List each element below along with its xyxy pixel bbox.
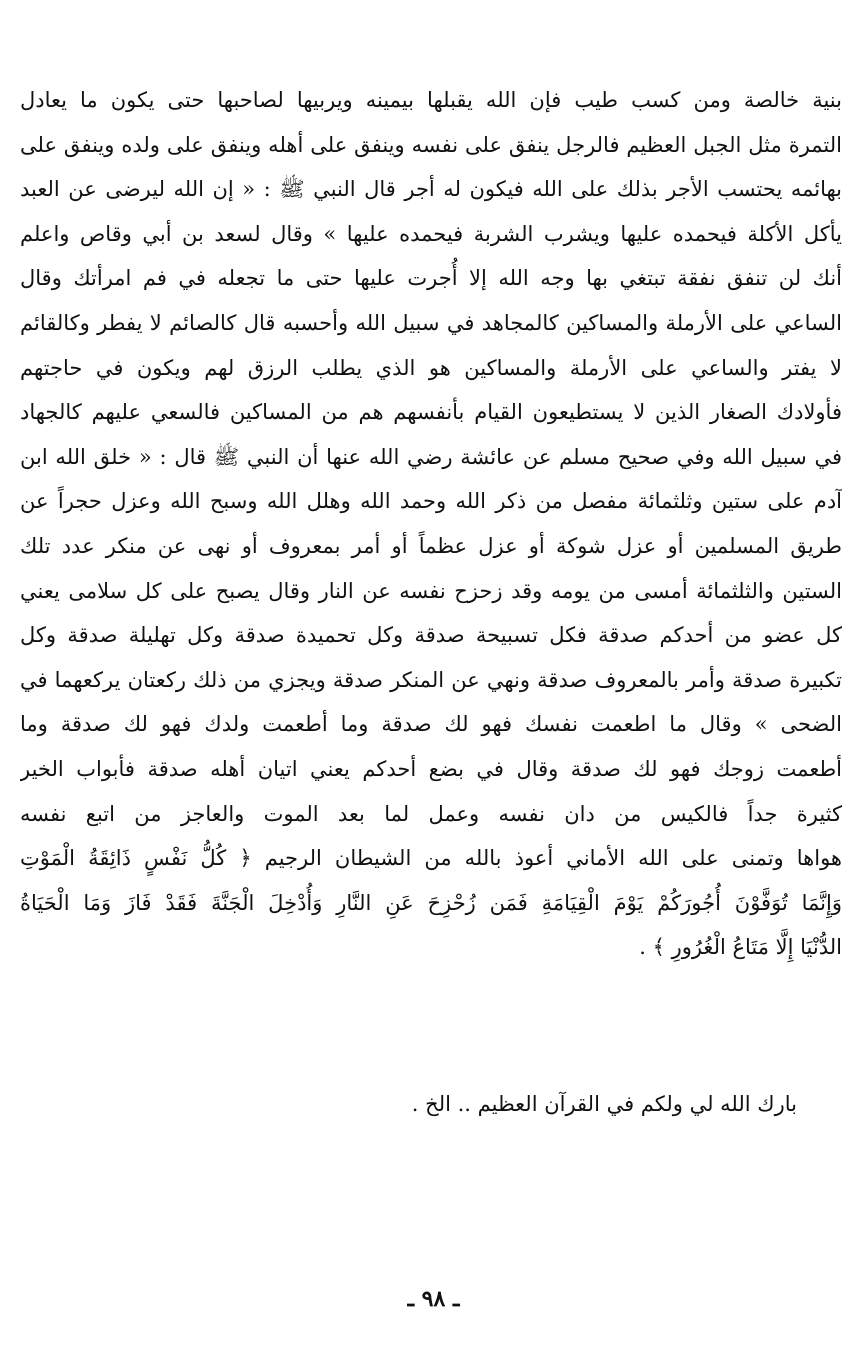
text-line-16: أطعمت زوجك فهو لك صدقة وقال في بضع أحدكم يعني اتيان أهله صدقة فأبواب الخير xyxy=(20,756,842,781)
text-line-2: التمرة مثل الجبل العظيم فالرجل ينفق على نفسه وينفق على أهله وينفق على ولده وينفق على xyxy=(20,132,842,157)
closing-line: بارك الله لي ولكم في القرآن العظيم .. الخ . xyxy=(411,1092,797,1116)
text-line-5: أنك لن تنفق نفقة تبتغي بها وجه الله إلا أُجرت عليها حتى ما تجعله في فم امرأتك وقال xyxy=(20,266,842,291)
text-line-18: هواها وتمنى على الله الأماني أعوذ بالله من الشيطان الرجيم ﴿ كُلُّ نَفْسٍ ذَائِقَةُ الْمَوْتِ xyxy=(20,846,842,871)
text-line-15: الضحى » وقال ما اطعمت نفسك فهو لك صدقة وما أطعمت ولدك فهو لك صدقة وما xyxy=(20,712,842,737)
text-line-3: بهائمه يحتسب الأجر بذلك على الله فيكون له أجر قال النبي ﷺ : « إن الله ليرضى عن العبد xyxy=(20,177,842,202)
text-line-11: طريق المسلمين أو عزل شوكة أو عزل عظماً أو أمر بمعروف أو نهى عن منكر عدد تلك xyxy=(20,533,842,558)
text-line-4: يأكل الأكلة فيحمده عليها ويشرب الشربة فيحمده عليها » وقال لسعد بن أبي وقاص واعلم xyxy=(20,221,842,246)
text-line-6: الساعي على الأرملة والمساكين كالمجاهد في سبيل الله وأحسبه قال كالصائم لا يفطر وكالقائم xyxy=(20,310,842,335)
text-line-9: في سبيل الله وفي صحيح مسلم عن عائشة رضي الله عنها أن النبي ﷺ قال : « خلق الله ابن xyxy=(20,444,842,469)
text-line-14: تكبيرة صدقة وأمر بالمعروف صدقة ونهي عن المنكر صدقة ويجزي من ذلك ركعتان يركعهما في xyxy=(20,667,842,692)
text-line-20: الدُّنْيَا إِلَّا مَتَاعُ الْغُرُورِ ﴾ . xyxy=(639,935,842,960)
page-number: ـ ٩٨ ـ xyxy=(407,1286,460,1312)
body-text xyxy=(20,78,842,970)
text-line-19: وَإِنَّمَا تُوَفَّوْنَ أُجُورَكُمْ يَوْمَ الْقِيَامَةِ فَمَن زُحْزِحَ عَنِ النَّارِ وَأُدْخِلَ الْجَنَّةَ فَقَدْ فَازَ وَمَا الْحَيَاةُ xyxy=(20,890,842,915)
text-line-17: كثيرة جداً فالكيس من دان نفسه وعمل لما بعد الموت والعاجز من اتبع نفسه xyxy=(20,801,842,826)
text-line-13: كل عضو من أحدكم صدقة فكل تسبيحة صدقة وكل تحميدة صدقة وكل تهليلة صدقة وكل xyxy=(20,623,842,648)
text-line-8: فأولادك الصغار الذين لا يستطيعون القيام بأنفسهم هم من المساكين فالسعي عليهم كالجهاد xyxy=(20,400,842,425)
text-line-7: لا يفتر والساعي على الأرملة والمساكين هو الذي يطلب الرزق لهم ويكون في حاجتهم xyxy=(20,355,842,380)
text-line-1: بنية خالصة ومن كسب طيب فإن الله يقبلها بيمينه ويربيها لصاحبها حتى يكون ما يعادل xyxy=(20,88,842,112)
text-line-12: الستين والثلثمائة أمسى من يومه وقد زحزح نفسه عن النار وقال يصبح على كل سلامى يعني xyxy=(20,578,842,603)
text-line-10: آدم على ستين وثلثمائة مفصل من ذكر الله وحمد الله وهلل الله وسبح الله وعزل حجراً عن xyxy=(20,489,842,514)
